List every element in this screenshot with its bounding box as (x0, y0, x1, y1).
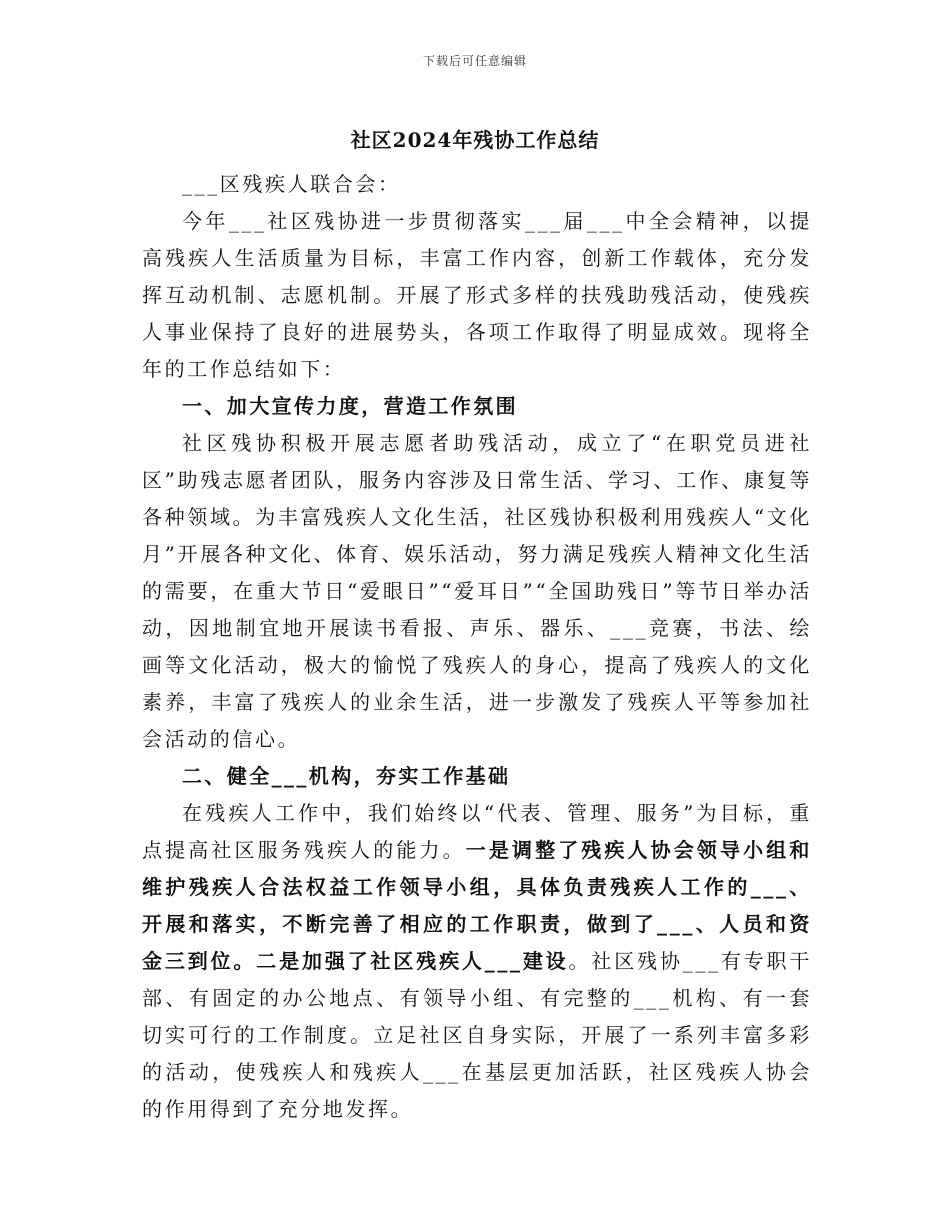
salutation: ___区残疾人联合会： (182, 172, 401, 196)
section-2-body (142, 795, 812, 1128)
document-body (142, 166, 812, 1128)
document-title: 社区2024年残协工作总结 (350, 128, 600, 152)
section-2-body-bold: 一是调整了残疾人协会领导小组和维护残疾人合法权益工作领导小组，具体负责残疾人工作的___、开展和落实，不断完善了相应的工作职责，做到了___、人员和资金三到位。二是加强了社区残疾人___建设 (142, 838, 812, 973)
section-1-heading: 一、加大宣传力度，营造工作氛围 (182, 394, 518, 418)
section-1-body: 社区残协积极开展志愿者助残活动，成立了“在职党员进社区”助残志愿者团队，服务内容涉及日常生活、学习、工作、康复等各种领域。为丰富残疾人文化生活，社区残协积极利用残疾人“文化月”开展各种文化、体育、娱乐活动，努力满足残疾人精神文化生活的需要，在重大节日“爱眼日”“爱耳日”“全国助残日”等节日举办活动，因地制宜地开展读书看报、声乐、器乐、___竞赛，书法、绘画等文化活动，极大的愉悦了残疾人的身心，提高了残疾人的文化素养，丰富了残疾人的业余生活，进一步激发了残疾人平等参加社会活动的信心。 (142, 431, 812, 751)
intro-paragraph: 今年___社区残协进一步贯彻落实___届___中全会精神，以提高残疾人生活质量为目标，丰富工作内容，创新工作载体，充分发挥互动机制、志愿机制。开展了形式多样的扶残助残活动，使残疾人事业保持了良好的进展势头，各项工作取得了明显成效。现将全年的工作总结如下： (142, 209, 812, 381)
section-2-body-rest: 。社区残协___有专职干部、有固定的办公地点、有领导小组、有完整的___机构、有一套切实可行的工作制度。立足社区自身实际，开展了一系列丰富多彩的活动，使残疾人和残疾人___在基层更加活跃，社区残疾人协会的作用得到了充分地发挥。 (142, 949, 812, 1121)
section-2-heading: 二、健全___机构，夯实工作基础 (182, 764, 511, 788)
section-2-body-intro: 在残疾人工作中，我们始终以“代表、管理、服务”为目标，重点提高社区服务残疾人的能力。 (142, 801, 812, 862)
page-header-note: 下载后可任意编辑 (422, 54, 527, 68)
